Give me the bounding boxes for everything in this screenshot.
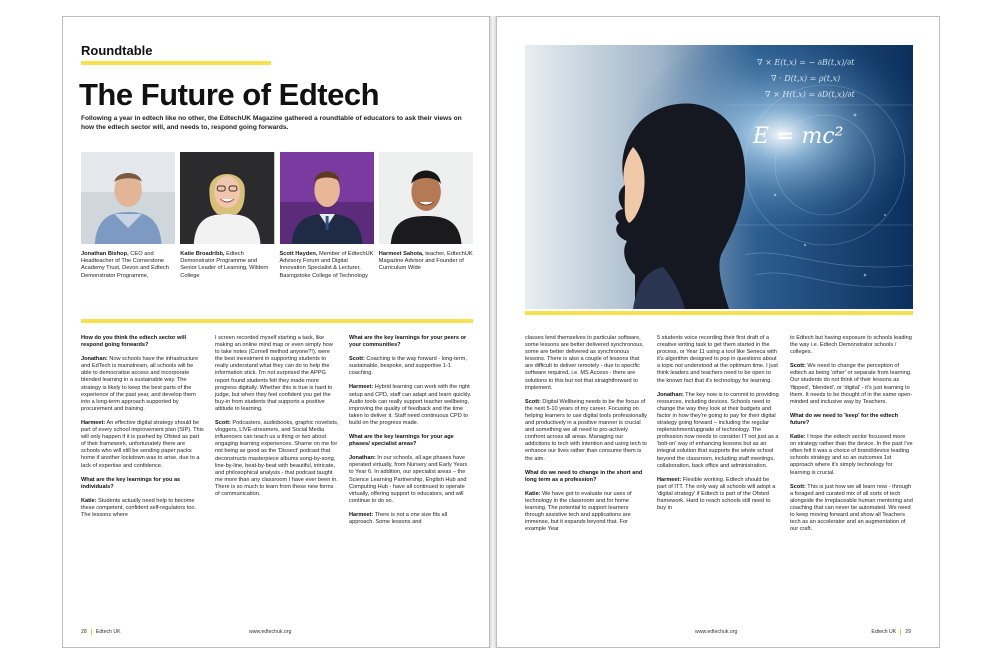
footer-divider [900, 629, 901, 635]
right-column-3 [790, 335, 913, 540]
panel-portraits [81, 152, 473, 244]
left-column-1 [81, 335, 205, 533]
right-page [496, 16, 940, 648]
section-rule [81, 61, 271, 65]
portrait-harmeet [379, 152, 473, 244]
page-number: 29 [905, 629, 911, 635]
right-footer [871, 629, 911, 635]
answer: Jonathan: The key now is to commit to providing resources, including devices. Schools need to change the way they look at their budgets and factor in how they're going to pay for their digital strategy going forward – including the regular replenishment/upgrade of technology. The profession now needs to consider IT not just as a 'bolt-on' way of enhancing lessons but as an integral solution that supports the whole school beyond the classroom, including staff meetings, collaboration, back office and administration. [657, 391, 779, 469]
footer-url[interactable]: www.edtechuk.org [249, 629, 292, 635]
equation-3: ∇ × H(t,x) = ∂D(t,x)/∂t [765, 90, 855, 99]
question: How do you think the edtech sector will respond going forwards? [81, 335, 187, 349]
answer: Scott: We need to change the perception of edtech as being 'other' or separate from learning. Our students do not think of their lessons as 'flipped', 'blended', or 'digital' - it's just learning to them. It needs to be thought of in the same open-minded and inclusive way by Teachers. [790, 363, 913, 405]
body-rule [81, 319, 473, 323]
caption-katie: Katie Broadribb, Edtech Demonstrator Programme and Senior Leader of Learning, Wildern College [180, 251, 269, 279]
portrait-katie [180, 152, 274, 244]
equation-2: ∇ · D(t,x) = ρ(t,x) [771, 74, 841, 83]
answer: Scott: Podcasters, audiobooks, graphic novelists, vloggers, LIVE-streamers, and Social Media influencers can teach us a thing or two about engaging learning experiences. Shame on me for not being as good as the 'Dissect' podcast that deconstructs masterpiece albums song-by-song, line-by-line, beat-by-beat with beautiful, intricate, and philosophical analysis - that podcast taught me more than any classroom I have ever been in. There is so much to learn from these new forms of communication. [215, 420, 339, 497]
answer: Harmeet: Flexible working. Edtech should be part of ITT. The only way all schools will adopt a 'digital strategy' if Edtech is part of the Ofsted framework. Hard to reach schools still need to buy in [657, 476, 776, 512]
footer-divider [91, 629, 92, 635]
panel-captions [81, 251, 473, 280]
left-footer [81, 629, 121, 635]
standfirst: Following a year in edtech like no other, the EdtechUK Magazine gathered a roundtable of educators to ask their views on how the edtech sector will, and needs to, respond going forwards. [81, 115, 462, 131]
question: What do we need to 'keep' for the edtech future? [790, 412, 899, 426]
left-page [62, 16, 490, 648]
answer: Harmeet: An effective digital strategy should be part of every school improvement plan (SIP). This will only happen if it is pushed by Ofsted as part of their framework, unfortunately there are schools who will still be sending paper packs home if another lockdown was to arise, due to a lack of expertise and confidence. [81, 419, 204, 469]
answer: Katie: I hope the edtech sector focussed more on strategy rather than the device. In the past I've often felt it was a choice of brand/device leading schools strategy and so an outcomes 1st approach where it's simply technology for learning is crucial. [790, 434, 913, 476]
answer: Scott: This is just how we all learn now - through a foraged and curated mix of all sorts of tech alongside the irreplaceable human mentoring and coaching that can never be automated. We need to keep moving forward and show all Teachers tech as an accelerator and an augmentation of our craft. [790, 483, 913, 533]
answer: Jonathan: Now schools have the infrastructure and EdTech is mainstream, all schools will be able to democratise access and incorporate blended learning in a sustainable way. The strategy is likely to keep the best parts of the experience of the past year, and develop them into a long-term approach supported by procurement and training. [81, 356, 199, 412]
left-body-columns [81, 335, 473, 533]
section-label: Roundtable [81, 43, 153, 58]
right-column-1 [525, 335, 647, 540]
answer: Harmeet: There is not a one size fits all approach. Some lessons and [349, 511, 448, 525]
portrait-scott [280, 152, 374, 244]
emc-equation: E = mc² [753, 124, 844, 149]
answer: I screen recorded myself starting a task, like making an online mind map or even simply how to take notes (Cornell method anyone?!), were the best investment in supporting students to really understand what they can do to help the information stick. I'm not surprised the APPG report found students felt they made more progress digitally. Whether this is true is hard to judge, but when they feel confident you get the buy-in from students that supports a positive attitude to learning. [215, 335, 333, 412]
answer: to Edtech but having exposure to schools leading the way i.e. Edtech Demonstrator schools / colleges. [790, 335, 912, 356]
caption-jonathan: Jonathan Bishop, CEO and Headteacher of The Cornerstone Academy Trust, Devon and Edtech Demonstrator Programme, [81, 251, 169, 279]
answer: Harmeet: Hybrid learning can work with the right setup and CPD, staff can adapt and learn quickly. Audio tools can really support teacher wellbeing, improving the quality of feedback and the time taken to deliver it. Staff need continuous CPD to build on the progress made. [349, 384, 472, 426]
right-column-2 [657, 335, 780, 540]
caption-scott: Scott Hayden, Member of EdtechUK Advisory Forum and Digital Innovation Specialist & Lecturer, Basingstoke College of Technology [279, 251, 374, 279]
footer-url[interactable]: www.edtechuk.org [695, 629, 738, 635]
answer: Scott: Digital Wellbeing needs to be the focus of the next 5-10 years of my career. Focusing on helping learners to use digital tools professionally and productively in a positive manner is crucial and something we all need to pro-actively confront across all areas. Managing our addictions to tech with intention and using tech to enhance our lives rather than consume them is the aim. [525, 398, 647, 462]
answer: Scott: Coaching is the way forward - long-term, sustainable, bespoke, and supportive 1-1 coaching. [349, 356, 467, 377]
left-column-2 [215, 335, 339, 533]
answer: 5 students voice recording their first draft of a creative writing task to get them started in the process, or Year 11 using a tool like Seneca with it's algorithm designed to pop in questions about a topic not understood at the optimum time. I just think leaders and teachers need to be open to the known fact that it's technology for learning. [657, 335, 778, 384]
answer: classes lend themselves to particular software, some lessons are better delivered synchronous, some are better delivered as synchronous lessons. There is also a couple of lessons that are difficult to deliver remotely - due to specific software required, i.e. MS Access - there are solutions to this but not that straightforward to implement. [525, 335, 644, 391]
hero-rule [525, 311, 913, 315]
question: What are the key learnings for you as individuals? [81, 476, 181, 490]
magazine-name: Edtech UK [95, 629, 121, 635]
right-body-columns [525, 335, 913, 540]
answer: Katie: We have got to evaluate our uses of technology in the classroom and for home learning. The potential to support learners through assistive tech and applications are immense, but it expands beyond that. For example Year [525, 490, 632, 533]
magazine-name: Edtech UK [871, 629, 897, 635]
portrait-jonathan [81, 152, 175, 244]
equation-1: ∇ × E(t,x) = − ∂B(t,x)/∂t [757, 58, 855, 67]
question: What do we need to change in the short and long term as a profession? [525, 469, 643, 483]
caption-harmeet: Harmeet Sahota, teacher, EdtechUK Magazine Advisor and Founder of Curriculum Wide [378, 251, 473, 272]
answer: Jonathan: In our schools, all age phases have operated virtually, from Nursery and Early Years to Year 6. In addition, our specialist areas – the Science Learning Partnership, English Hub and Computing Hub - have all continued to operate virtually, offering support to educators, and will continue to do so. [349, 455, 468, 504]
headline: The Future of Edtech [79, 77, 379, 112]
hero-image [525, 45, 913, 309]
question: What are the key learnings for your peers or your communities? [349, 335, 467, 349]
answer: Katie: Students actually need help to become these competent, confident self-regulators too. The lessons where [81, 497, 197, 518]
question: What are the key learnings for your age phases/ specialist areas? [349, 434, 454, 448]
page-number: 28 [81, 629, 87, 635]
left-column-3 [349, 335, 473, 533]
